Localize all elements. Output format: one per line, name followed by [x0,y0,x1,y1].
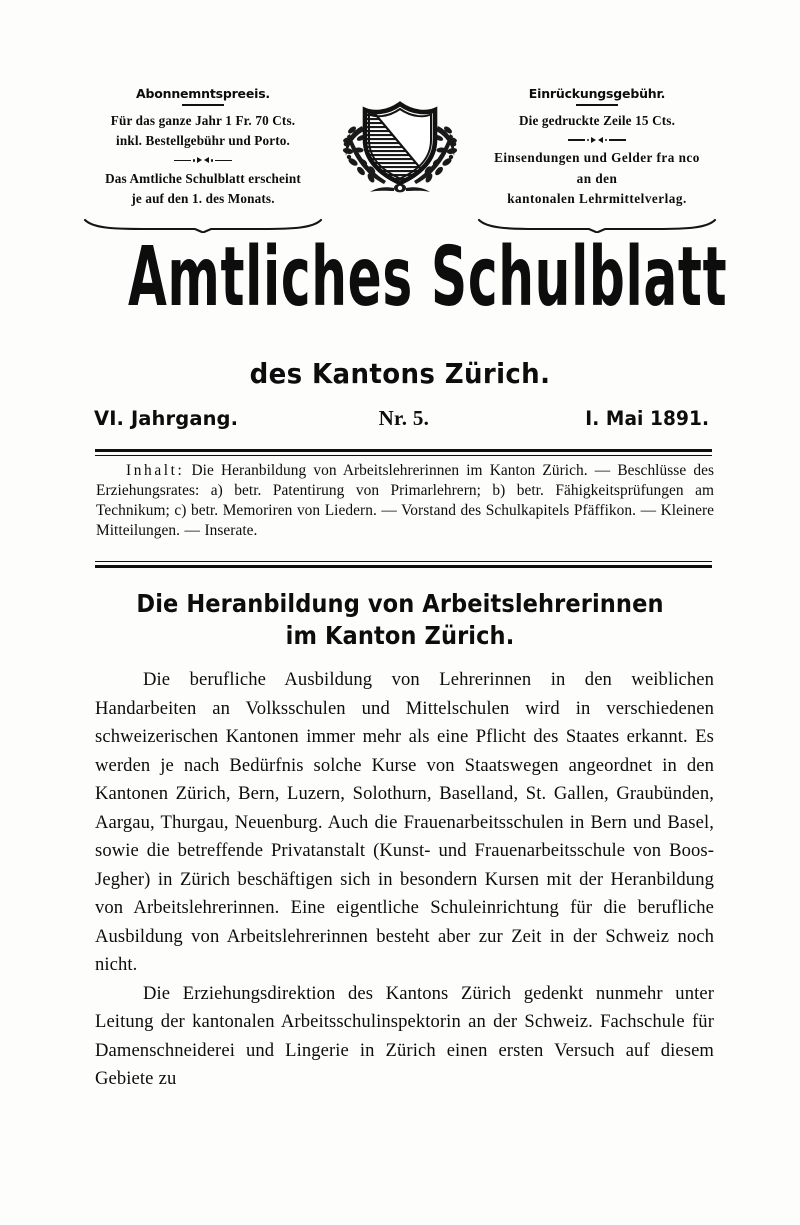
ornament-divider-icon [72,156,334,165]
subscription-price-block [72,86,334,233]
issue-number: Nr. 5. [378,406,430,430]
article-paragraph: Die berufliche Ausbildung von Lehrerinnen in den weiblichen Handarbeiten an Volksschulen und Mittelschulen wird in verschiedenen schweizerischen Kantonen immer mehr als eine Pflicht des Staates erkannt. Es werden je nach Bedürfnis solche Kurse von Staatswegen angeordnet in den Kantonen Zürich, Bern, Luzern, Solothurn, Baselland, St. Gallen, Graubünden, Aargau, Thurgau, Neuenburg. Auch die Frauenarbeitsschulen in Bern und Basel, sowie die betreffende Privatanstalt (Kunst- und Frauenarbeitsschule von Boos-Jegher) in Zürich beschäftigen sich in besondern Kursen mit der Heranbildung von Arbeitslehrerinnen. Eine eigentliche Schuleinrichtung für die berufliche Ausbildung von Arbeitslehrerinnen besteht aber zur Zeit in der Schweiz noch nicht. [95,669,714,976]
contents-top-rule [95,449,712,456]
advertising-rate-block [466,86,728,233]
article-paragraph: Die Erziehungsdirektion des Kantons Zürich gedenkt nunmehr unter Leitung der kantonalen Arbeitsschulinspektorin an der Schweiz. Fachschule für Damenschneiderei und Lingerie in Zürich einen ersten Versuch auf diesem Gebiete zu [95,982,714,1090]
advertising-rate-line-2: Einsendungen und Gelder fra nco [494,150,700,166]
subscription-price-line-1: Für das ganze Jahr 1 Fr. 70 Cts. [110,113,296,128]
subscription-price-heading: Abonnemntspreeis. [136,86,270,101]
article-body [95,666,714,1094]
article-headline-line-2: im Kanton Zürich. [285,621,515,651]
advertising-rate-line-4: kantonalen Lehrmittelverlag. [507,191,687,207]
article-headline [32,588,768,653]
subscription-price-line-4: je auf den 1. des Monats. [131,191,275,207]
publication-subtitle: des Kantons Zürich. [249,357,551,390]
issue-volume: VI. Jahrgang. [94,407,239,430]
issue-line [94,406,712,431]
contents-text: Die Heranbildung von Arbeitslehrerinnen im Kanton Zürich. — Beschlüsse des Erziehungsrates: a) betr. Patentirung von Primarlehrern; b) betr. Fähigkeitsprüfungen am Technikum; c) betr. Memoriren von Liedern. — Vorstand des Schulkapitels Pfäffikon. — Kleinere Mitteilungen. — Inserate. [96,462,714,540]
article-headline-line-1: Die Heranbildung von Arbeitslehrerinnen [136,589,664,618]
subscription-price-line-3: Das Amtliche Schulblatt erscheint [105,170,301,186]
heading-underline-rule [182,104,224,106]
publication-title: Amtliches Schulblatt [128,230,728,325]
advertising-rate-line-3: an den [576,170,618,186]
subscription-price-line-2: inkl. Bestellgebühr und Porto. [116,133,290,149]
advertising-rate-heading: Einrückungsgebühr. [528,86,666,101]
contents-label: Inhalt: [126,462,185,479]
advertising-rate-line-1: Die gedruckte Zeile 15 Cts. [518,113,676,128]
ornament-divider-icon [466,135,728,144]
contents-bottom-rule [95,561,712,568]
contents-summary [96,461,714,541]
heading-underline-rule [576,104,618,106]
zurich-coat-of-arms-icon [336,82,464,200]
issue-date: I. Mai 1891. [584,407,709,430]
